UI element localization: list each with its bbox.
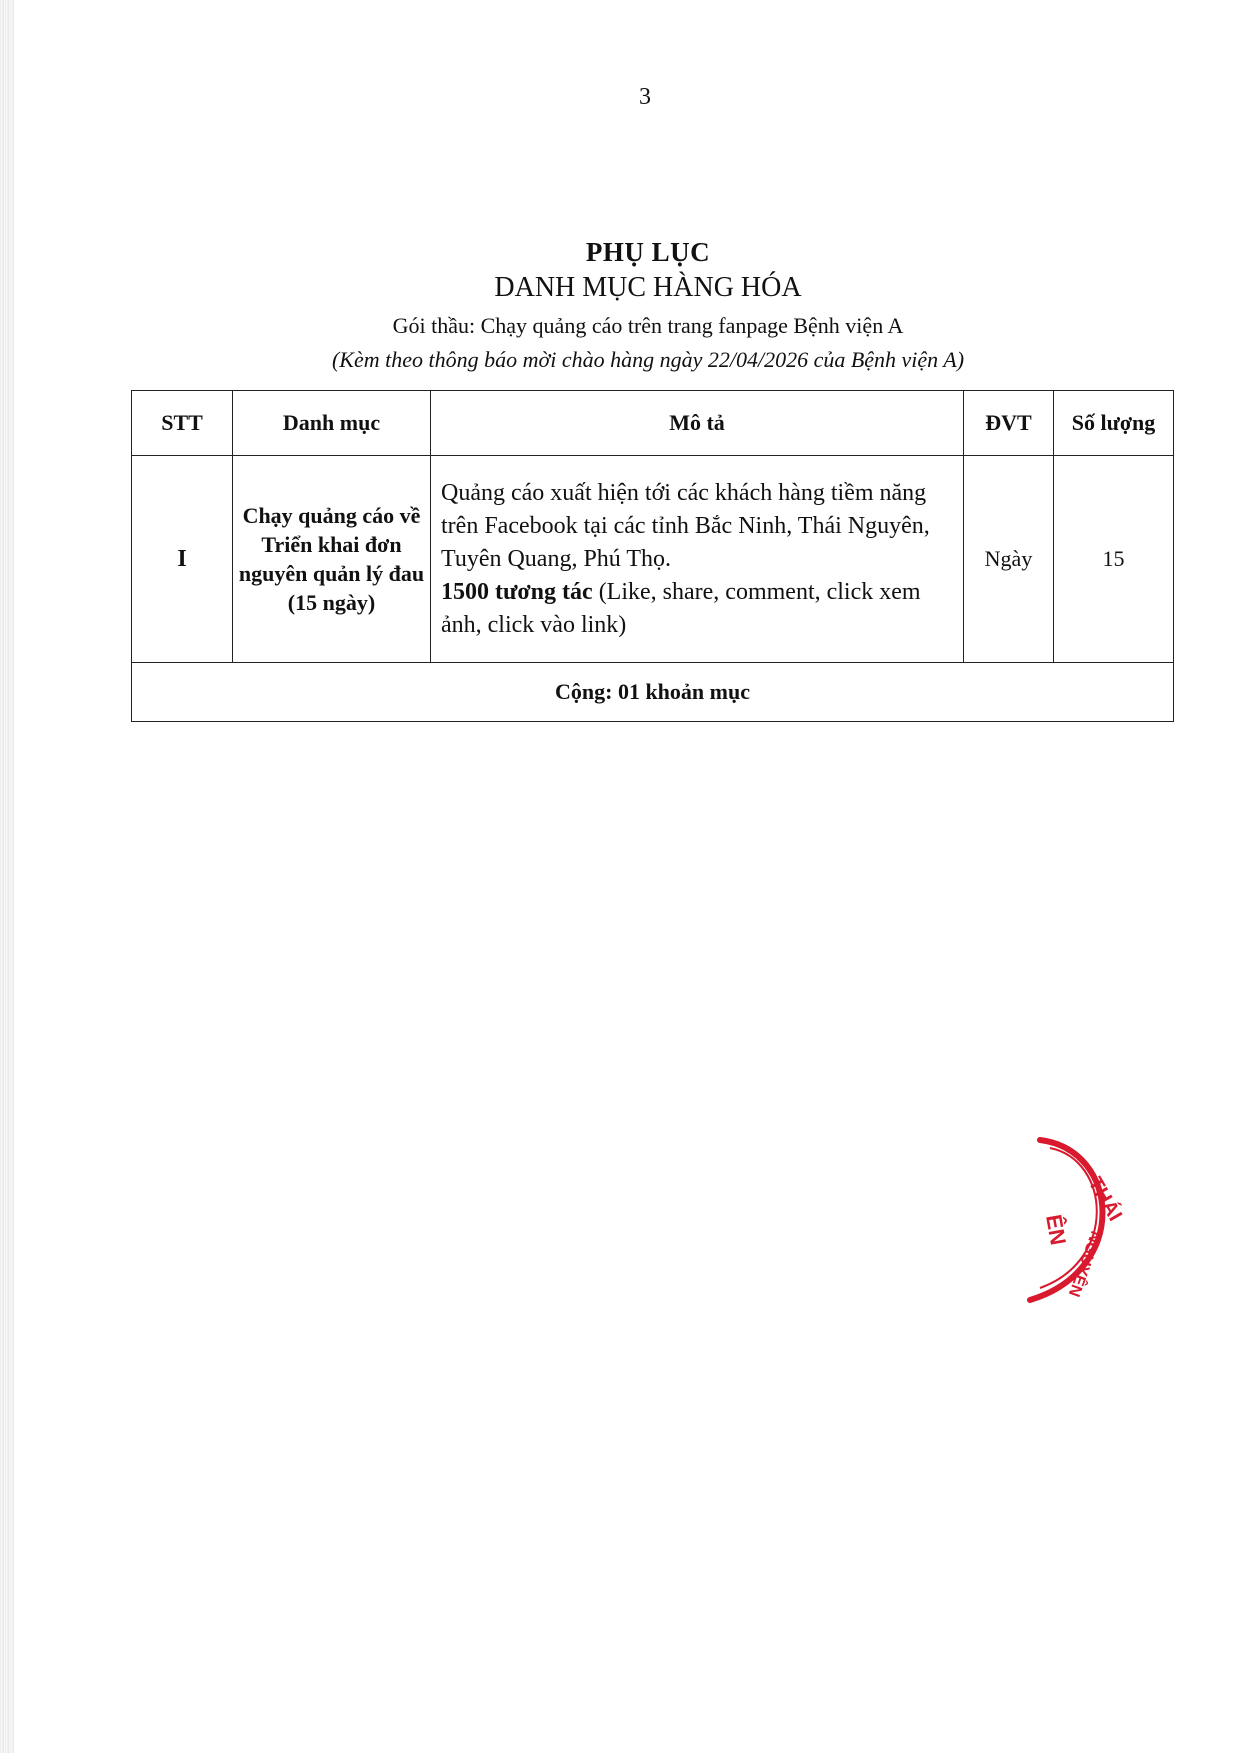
document-header [0, 234, 1244, 378]
row-stt: I [132, 456, 233, 663]
appendix-title: PHỤ LỤC [585, 237, 711, 267]
header-unit: ĐVT [964, 391, 1054, 456]
description-tail: (Like, share, comment, click xem ảnh, click vào link) [441, 578, 921, 638]
total-row [132, 663, 1174, 722]
row-category: Chạy quảng cáo về Triển khai đơn nguyên quản lý đau (15 ngày) [233, 456, 431, 663]
package-name: Gói thầu: Chạy quảng cáo trên trang fanpage Bệnh viện A [392, 313, 904, 338]
header-description: Mô tả [431, 391, 964, 456]
goods-table [131, 390, 1174, 722]
description-lead: Quảng cáo xuất hiện tới các khách hàng tiềm năng trên Facebook tại các tỉnh Bắc Ninh, Thái Nguyên, Tuyên Quang, Phú Thọ. [441, 479, 930, 572]
header-stt: STT [132, 391, 233, 456]
svg-text:ÊN: ÊN [1041, 1212, 1072, 1247]
svg-text:THÁI: THÁI [1083, 1173, 1127, 1225]
page-number: 3 [639, 84, 651, 110]
red-seal-stamp [1010, 1120, 1140, 1320]
table-row [132, 456, 1174, 663]
description-interactions: 1500 tương tác [441, 578, 593, 605]
row-unit: Ngày [964, 456, 1054, 663]
header-quantity: Số lượng [1054, 391, 1174, 456]
row-quantity: 15 [1054, 456, 1174, 663]
row-description [431, 456, 964, 663]
attachment-note: (Kèm theo thông báo mời chào hàng ngày 22/04/2026 của Bệnh viện A) [331, 347, 965, 372]
total-label: Cộng: 01 khoản mục [132, 663, 1174, 722]
goods-list-title: DANH MỤC HÀNG HÓA [494, 272, 802, 303]
svg-text:NGUYÊN: NGUYÊN [1064, 1228, 1105, 1299]
table-header-row [132, 391, 1174, 456]
header-category: Danh mục [233, 391, 431, 456]
